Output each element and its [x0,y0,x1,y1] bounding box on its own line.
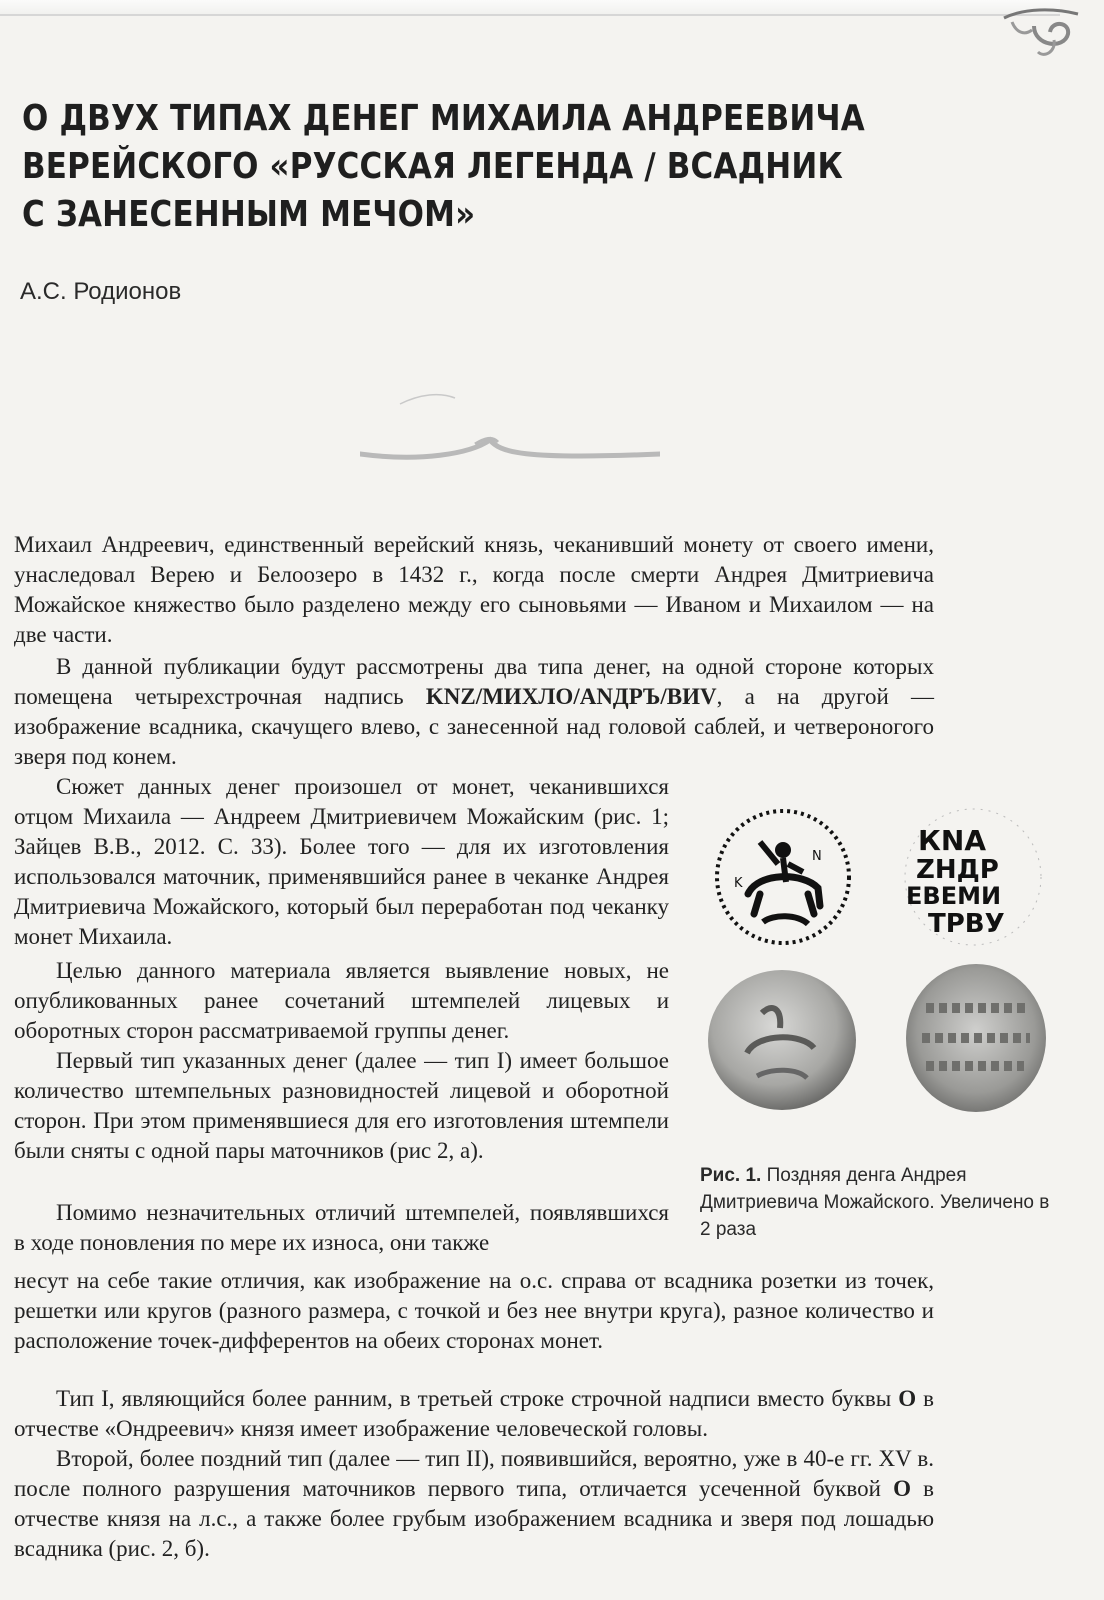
caption-label: Рис. 1. [700,1165,762,1186]
svg-text:K: K [734,876,743,891]
paragraph-7-text-c: в отчестве «Ондреевич» князя имеет изображение человеческой головы. [14,1386,934,1441]
paragraph-2-text-c: , а на другой — изображение всадника, скачущего влево, с занесенной над головой саблей, и четвероногого зверя под конем. [14,684,934,769]
title-line-3: С ЗАНЕСЕННЫМ МЕЧОМ» [22,194,476,235]
corner-ornament-icon [994,6,1084,62]
paragraph-1: Михаил Андреевич, единственный верейский князь, чеканивший монету от своего имени, унаследовал Верею и Белоозеро в 1432 г., когда после смерти Андрея Дмитриевича Можайское княжество было разделено между его сыновьями — Иваном и Михаилом — на две части. [14,532,934,647]
coin-reverse-drawing [898,802,1048,952]
paragraph-4 [14,956,669,1046]
paragraph-6-text-a: Помимо незначительных отличий штемпелей, появлявшихся в ходе поновления по мере их износа, они также [14,1200,669,1255]
coin-obverse-photo [702,958,862,1118]
paragraph-3 [14,772,669,952]
legend-line-1: КNА [918,824,986,857]
coin-obverse-drawing [708,802,858,952]
page-header-band [0,0,1060,16]
letter-o-bold: О [898,1386,917,1411]
paragraph-7-text-a: Тип I, являющийся более ранним, в третьей строке строчной надписи вместо буквы [56,1386,899,1411]
title-line-2: ВЕРЕЙСКОГО «РУССКАЯ ЛЕГЕНДА / ВСАДНИК [22,146,843,187]
title-line-1: О ДВУХ ТИПАХ ДЕНЕГ МИХАИЛА АНДРЕЕВИЧА [22,98,865,139]
paragraph-8-text-a: Второй, более поздний тип (далее — тип II), появившийся, вероятно, уже в 40-е гг. XV в. после полного разрушения маточников первого типа, отличается усеченной буквой [14,1446,934,1501]
paragraph-6-part-2: несут на себе такие отличия, как изображение на о.с. справа от всадника розетки из точек, решетки или кругов (разного размера, с точкой и без нее внутри круга), разное количество и расположение точек-дифферентов на обеих сторонах монет. [14,1268,934,1353]
paragraph-2-text-a: В данной публикации будут рассмотрены два типа денег, на одной стороне которых помещена четырехстрочная надпись [14,654,934,709]
article-title [22,95,865,239]
svg-text:N: N [812,849,822,864]
section-divider-icon [360,392,660,472]
paragraph-3-text: Сюжет данных денег произошел от монет, чеканившихся отцом Михаила — Андреем Дмитриевичем Можайским (рис. 1; Зайцев В.В., 2012. С. 33). Более того — для их изготовления использовался маточник, применявшийся ранее в чеканке Андрея Дмитриевича Можайского, который был переработан под чеканку монет Михаила. [14,774,669,949]
paragraph-4-text: Целью данного материала является выявление новых, не опубликованных ранее сочетаний штемпелей лицевых и оборотных сторон рассматриваемой группы денег. [14,958,669,1043]
paragraph-6-part-1 [14,1198,669,1258]
legend-line-4: ТРВУ [928,909,1005,939]
coin-reverse-photo [896,958,1056,1118]
paragraph-2 [14,652,934,772]
figure-1 [700,790,1060,1240]
paragraph-8 [14,1444,934,1564]
caption-text: Поздняя денга Андрея Дмитриевича Можайского. Увеличено в 2 раза [700,1165,1050,1240]
figure-caption [700,1162,1060,1243]
article-author: А.С. Родионов [20,278,182,305]
paragraph-8-text-c: в отчестве князя на л.с., а также более грубым изображением всадника и зверя под лошадью всадника (рис. 2, б). [14,1476,934,1561]
letter-o-bold-2: О [893,1476,911,1501]
legend-line-3: ЕВЕМИ [906,882,1002,910]
paragraph-7 [14,1384,934,1444]
paragraph-5 [14,1046,669,1166]
paragraph-5-text: Первый тип указанных денег (далее — тип I) имеет большое количество штемпельных разновидностей лицевой и оборотной сторон. При этом применявшиеся для его изготовления штемпели были сняты с одной пары маточников (рис 2, а). [14,1048,669,1163]
legend-inscription: KNZ/МИХЛО/ANДРЪ/ВИV [425,684,717,709]
legend-line-2: ZНДР [916,855,999,885]
